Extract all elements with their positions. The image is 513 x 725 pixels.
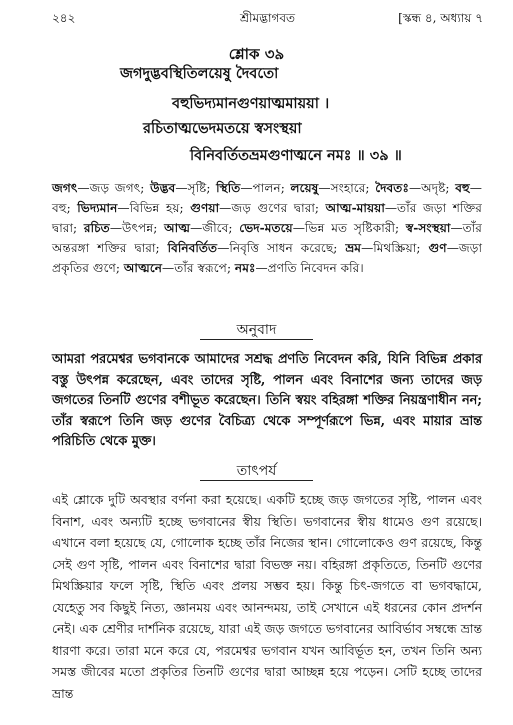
synonym-word: আত্ম bbox=[164, 221, 191, 235]
translation-text: আমরা পরমেশ্বর ভগবানকে আমাদের সশ্রদ্ধ প্রণতি নিবেদন করি, যিনি বিভিন্ন প্রকার বস্তু উৎপন্ন করেছেন, এবং তাদের সৃষ্টি, পালন এবং বিনাশের জন্য তাদের জড় জগতের তিনটি গুণের বশীভূত করেছেন। তিনি স্বয়ং বহিরঙ্গা শক্তির নিয়ন্ত্রণাধীন নন; তাঁর স্বরূপে তিনি জড় গুণের বৈচিত্র্য থেকে সম্পূর্ণরূপে ভিন্ন, এবং মায়ার ভ্রান্ত পরিচিতি থেকে মুক্ত। bbox=[52, 352, 482, 449]
shloka-label: শ্লোক ৩৯ bbox=[228, 45, 285, 63]
purport-text: এই শ্লোকে দুটি অবস্থার বর্ণনা করা হয়েছে। একটি হচ্ছে জড় জগতের সৃষ্টি, পালন এবং বিনাশ, এবং অন্যটি হচ্ছে ভগবানের স্বীয় স্থিতি। ভগবানের স্বীয় ধামেও গুণ রয়েছে। এখানে বলা হয়েছে যে, গোলোক হচ্ছে তাঁর নিজের স্থান। গোলোকেও গুণ রয়েছে, কিন্তু সেই গুণ সৃষ্টি, পালন এবং বিনাশের দ্বারা বিভক্ত নয়। বহিরঙ্গা প্রকৃতিতে, তিনটি গুণের মিথস্ক্রিয়ার ফলে সৃষ্টি, স্থিতি এবং প্রলয় সম্ভব হয়। কিন্তু চিৎ-জগতে বা ভগবদ্ধামে, যেহেতু সব কিছুই নিত্য, জ্ঞানময় এবং আনন্দময়, তাই সেখানে এই ধরনের কোন প্রদর্শন নেই। এক শ্রেণীর দার্শনিক রয়েছে, যারা এই জড় জগতে ভগবানের আবির্ভাব সম্বন্ধে ভ্রান্ত ধারণা করে। তারা মনে করে যে, পরমেশ্বর ভগবান যখন আবির্ভূত হন, তখন তিনি অন্য সমস্ত জীবের মতো প্রকৃতির তিনটি গুণের দ্বারা আচ্ছন্ন হয়ে পড়েন। সেটি হচ্ছে তাদের ভ্রান্ত bbox=[52, 492, 482, 701]
synonym-word: উদ্ভব bbox=[150, 181, 176, 195]
synonym-word: বহু bbox=[455, 181, 470, 195]
running-title: শ্রীমদ্ভাগবত bbox=[239, 11, 296, 25]
synonym-word: জগৎ bbox=[52, 181, 78, 195]
synonym-meaning: —উৎপন্ন; bbox=[109, 221, 165, 235]
page-header bbox=[52, 10, 483, 28]
synonym-meaning: —জীবে; bbox=[190, 221, 240, 235]
synonym-word: নমঃ bbox=[234, 261, 256, 275]
synonym-meaning: —ভিন্ন মত সৃষ্টিকারী; bbox=[292, 221, 406, 235]
synonym-word: আত্ম-মায়য়া bbox=[325, 201, 385, 215]
synonym-word: আত্মনে bbox=[123, 261, 163, 275]
synonym-meaning: —বহু; bbox=[52, 181, 482, 215]
synonym-meaning: —তাঁর স্বরূপে; bbox=[162, 261, 235, 275]
verse-line-3: রচিতাত্মভেদমতয়ে স্বসংস্থয়া bbox=[143, 120, 302, 137]
synonym-word: রচিত bbox=[83, 221, 110, 235]
synonym-word: গুণ bbox=[428, 241, 447, 255]
synonym-meaning: —মিথস্ক্রিয়া; bbox=[361, 241, 429, 255]
synonym-meaning: —অদৃষ্ট; bbox=[408, 181, 456, 195]
synonym-meaning: —প্রণতি নিবেদন করি। bbox=[255, 261, 364, 275]
synonym-word: বিনিবর্তিত bbox=[167, 241, 218, 255]
chapter-location: [স্কন্ধ ৪, অধ্যায় ৭ bbox=[398, 11, 483, 25]
synonym-meaning: —জড় গুণের দ্বারা; bbox=[219, 201, 326, 215]
heading-underline bbox=[200, 339, 313, 340]
synonym-word: লয়েষু bbox=[290, 181, 319, 195]
verse-line-4: বিনিবর্তিতভ্রমগুণাত্মনে নমঃ ॥ ৩৯ ॥ bbox=[190, 147, 402, 164]
synonym-word: ভেদ-মতয়ে bbox=[239, 221, 293, 235]
synonym-meaning: —বিভিন্ন হয়; bbox=[117, 201, 191, 215]
synonym-word: স্থিতি bbox=[216, 181, 241, 195]
synonym-meaning: —নিবৃত্তি সাধন করেছে; bbox=[217, 241, 346, 255]
synonym-word: স্ব-সংস্থয়া bbox=[405, 221, 451, 235]
synonym-word: দৈবতঃ bbox=[375, 181, 409, 195]
page-number: ২৪২ bbox=[52, 11, 76, 25]
heading-underline bbox=[200, 480, 313, 481]
synonym-meaning: —সৃষ্টি; bbox=[175, 181, 217, 195]
synonym-meaning: —জড়া প্রকৃতির গুণে; bbox=[52, 241, 483, 275]
synonym-word: ভিদ্যমান bbox=[77, 201, 118, 215]
synonym-meaning: —পালন; bbox=[240, 181, 291, 195]
synonym-meaning: —তাঁর জড়া শক্তির দ্বারা; bbox=[52, 201, 483, 235]
synonym-word: গুণয়া bbox=[190, 201, 220, 215]
purport-heading: তাৎপর্য bbox=[236, 463, 277, 479]
translation-heading: অনুবাদ bbox=[236, 322, 277, 338]
word-for-word-synonyms bbox=[52, 178, 482, 278]
synonym-meaning: —তাঁর অন্তরঙ্গা শক্তির দ্বারা; bbox=[52, 221, 483, 255]
synonym-meaning: —জড় জগৎ; bbox=[77, 181, 151, 195]
synonym-meaning: —সংহারে; bbox=[318, 181, 376, 195]
verse-line-1: জগদুদ্ভবস্থিতিলয়েষু দৈবতো bbox=[120, 65, 279, 82]
verse-line-2: বহুভিদ্যমানগুণয়াত্মমায়য়া । bbox=[172, 95, 330, 112]
synonym-word: ভ্রম bbox=[345, 241, 362, 255]
